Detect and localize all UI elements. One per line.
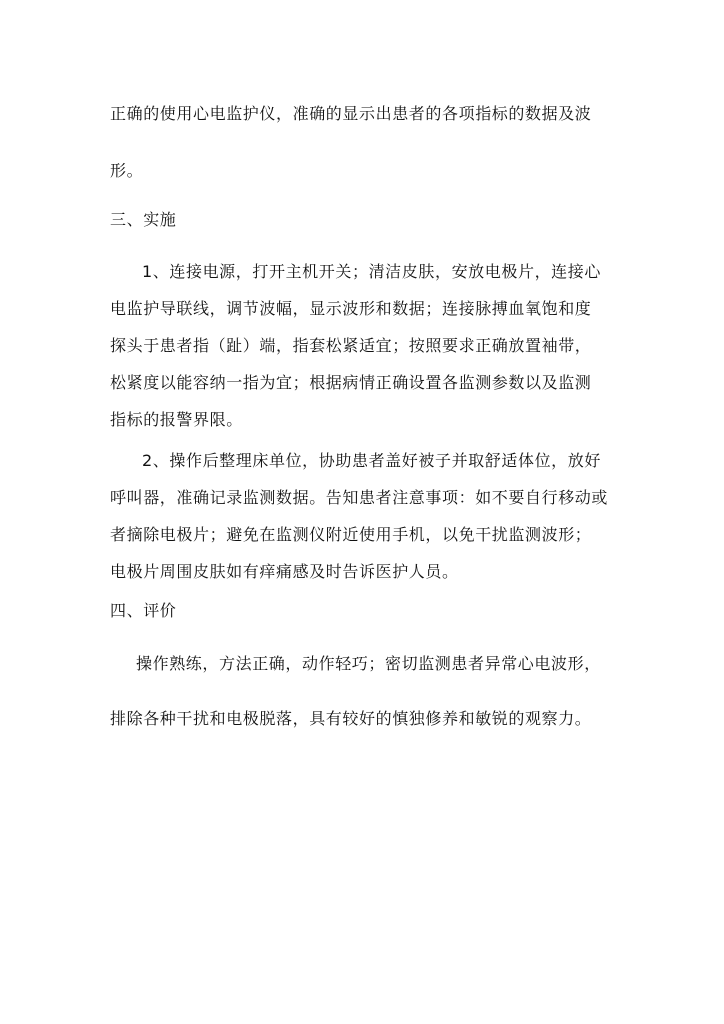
paragraph-line: 松紧度以能容纳一指为宜；根据病情正确设置各监测参数以及监测 (110, 373, 592, 392)
paragraph-line: 呼叫器，准确记录监测数据。告知患者注意事项：如不要自行移动或 (110, 488, 609, 507)
paragraph-line: 2、操作后整理床单位，协助患者盖好被子并取舒适体位，放好 (142, 451, 601, 470)
paragraph-line: 排除各种干扰和电极脱落，具有较好的慎独修养和敏锐的观察力。 (110, 709, 592, 728)
paragraph-line: 1、连接电源，打开主机开关；清洁皮肤，安放电极片，连接心 (142, 262, 601, 281)
paragraph-line: 操作熟练，方法正确，动作轻巧；密切监测患者异常心电波形， (136, 654, 601, 673)
paragraph-line: 指标的报警界限。 (110, 410, 243, 429)
paragraph-line: 电极片周围皮肤如有痒痛感及时告诉医护人员。 (110, 562, 459, 581)
paragraph-line: 探头于患者指（趾）端，指套松紧适宜；按照要求正确放置袖带， (110, 336, 592, 355)
paragraph-line: 者摘除电极片；避免在监测仪附近使用手机，以免干扰监测波形； (110, 525, 592, 544)
intro-line: 正确的使用心电监护仪，准确的显示出患者的各项指标的数据及波 (110, 104, 592, 123)
section-heading-evaluation: 四、评价 (110, 601, 177, 620)
intro-line: 形。 (110, 161, 144, 180)
section-heading-implementation: 三、实施 (110, 210, 177, 229)
paragraph-line: 电监护导联线，调节波幅，显示波形和数据；连接脉搏血氧饱和度 (110, 299, 592, 318)
